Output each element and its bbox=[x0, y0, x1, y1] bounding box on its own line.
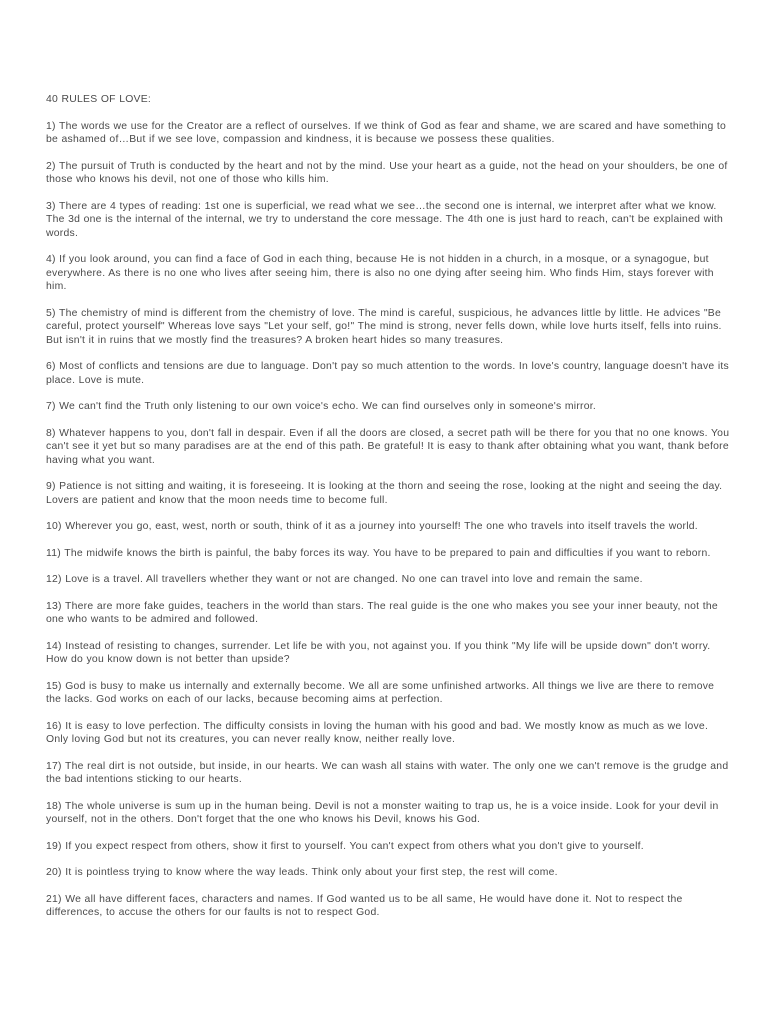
rule-paragraph: 3) There are 4 types of reading: 1st one is superficial, we read what we see…the second one is internal, we interpret after what we know. The 3d one is the internal of the internal, we try to understand the core message. The 4th one is just hard to reach, can't be explained with words. bbox=[46, 200, 724, 239]
document-title: 40 RULES OF LOVE: bbox=[46, 94, 152, 105]
rule-paragraph: 18) The whole universe is sum up in the human being. Devil is not a monster waiting to trap us, he is a voice inside. Look for your devil in yourself, not in the others. Don't forget that the one who knows his Devil, knows his God. bbox=[46, 800, 719, 825]
document-page bbox=[46, 93, 732, 933]
rule-paragraph: 5) The chemistry of mind is different from the chemistry of love. The mind is careful, suspicious, he advances little by little. He advices "Be careful, protect yourself" Whereas love says "Let your self, go!" The mind is strong, never fells down, while love hurts itself, fells into ruins. But isn't it in ruins that we mostly find the treasures? A broken heart hides so many treasures. bbox=[46, 307, 722, 346]
rule-paragraph: 10) Wherever you go, east, west, north or south, think of it as a journey into yourself! The one who travels into itself travels the world. bbox=[46, 521, 698, 532]
rule-paragraph: 17) The real dirt is not outside, but inside, in our hearts. We can wash all stains with water. The only one we can't remove is the grudge and the bad intentions sticking to our hearts. bbox=[46, 760, 729, 785]
rule-paragraph: 7) We can't find the Truth only listening to our own voice's echo. We can find ourselves only in someone's mirror. bbox=[46, 401, 597, 412]
rule-paragraph: 19) If you expect respect from others, show it first to yourself. You can't expect from others what you don't give to yourself. bbox=[46, 840, 644, 852]
rule-paragraph: 1) The words we use for the Creator are a reflect of ourselves. If we think of God as fear and shame, we are scared and have something to be ashamed of…But if we see love, compassion and kindness, it is because we possess these qualities. bbox=[46, 120, 727, 145]
rule-paragraph: 21) We all have different faces, characters and names. If God wanted us to be all same, He would have done it. Not to respect the differences, to accuse the others for our faults is not to respect God. bbox=[46, 893, 683, 918]
rule-paragraph: 2) The pursuit of Truth is conducted by the heart and not by the mind. Use your heart as a guide, not the head on your shoulders, be one of those who knows his devil, not one of those who kills him. bbox=[46, 160, 728, 185]
rule-paragraph: 13) There are more fake guides, teachers in the world than stars. The real guide is the one who makes you see your inner beauty, not the one who wants to be admired and followed. bbox=[46, 600, 718, 625]
rule-paragraph: 8) Whatever happens to you, don't fall in despair. Even if all the doors are closed, a secret path will be there for you that no one knows. You can't see it yet but so many paradises are at the end of this path. Be grateful! It is easy to thank after obtaining what you want, thank before having what you want. bbox=[46, 427, 730, 466]
rule-paragraph: 12) Love is a travel. All travellers whether they want or not are changed. No one can travel into love and remain the same. bbox=[46, 574, 643, 585]
rule-paragraph: 16) It is easy to love perfection. The difficulty consists in loving the human with his good and bad. We mostly know as much as we love. Only loving God but not its creatures, you can never really know, neither really love. bbox=[46, 720, 709, 745]
rule-paragraph: 4) If you look around, you can find a face of God in each thing, because He is not hidden in a church, in a mosque, or a synagogue, but everywhere. As there is no one who lives after seeing him, there is also no one dying after seeing him. Who finds Him, stays forever with him. bbox=[46, 254, 714, 292]
rule-paragraph: 15) God is busy to make us internally and externally become. We all are some unfinished artworks. All things we live are there to remove the lacks. God works on each of our lacks, because becoming aims at perfection. bbox=[46, 680, 715, 705]
rule-paragraph: 9) Patience is not sitting and waiting, it is foreseeing. It is looking at the thorn and seeing the rose, looking at the night and seeing the day. Lovers are patient and know that the moon needs time to become full. bbox=[46, 481, 723, 506]
rule-paragraph: 11) The midwife knows the birth is painful, the baby forces its way. You have to be prepared to pain and difficulties if you want to reborn. bbox=[46, 547, 711, 559]
rule-paragraph: 20) It is pointless trying to know where the way leads. Think only about your first step, the rest will come. bbox=[46, 867, 558, 878]
rule-paragraph: 6) Most of conflicts and tensions are due to language. Don't pay so much attention to the words. In love's country, language doesn't have its place. Love is mute. bbox=[46, 361, 729, 386]
rule-paragraph: 14) Instead of resisting to changes, surrender. Let life be with you, not against you. If you think "My life will be upside down" don't worry. How do you know down is not better than upside? bbox=[46, 640, 711, 665]
